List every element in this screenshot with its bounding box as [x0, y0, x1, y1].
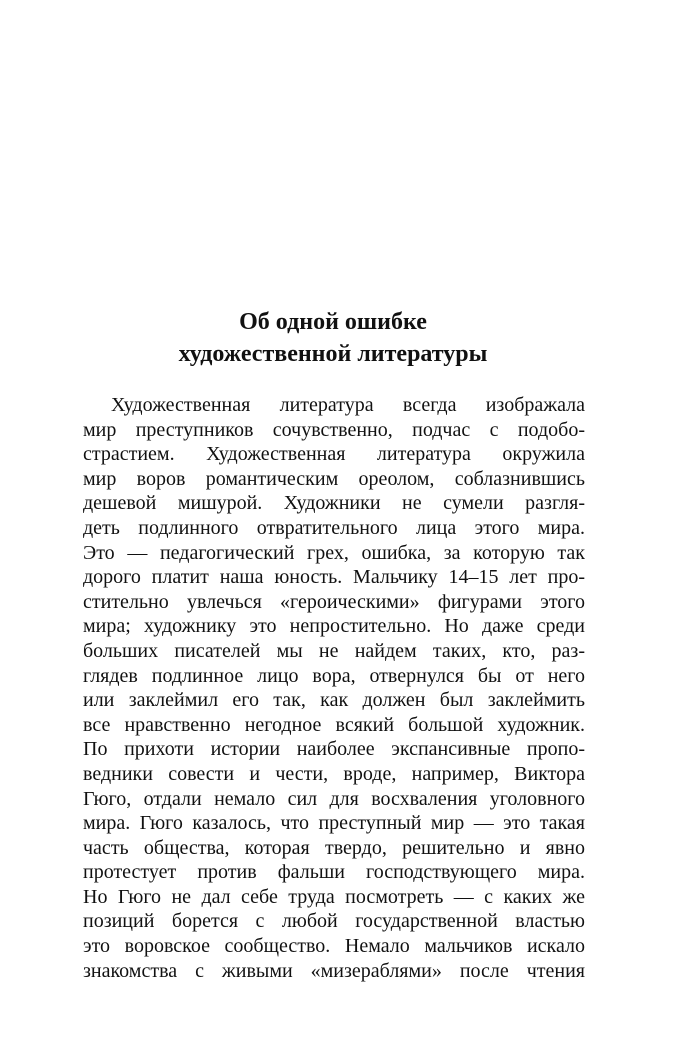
- chapter-title: [83, 306, 583, 370]
- text-line: Это — педагогический грех, ошибка, за которую так: [83, 541, 585, 564]
- text-line: Художественная литература всегда изображала: [111, 394, 585, 416]
- text-line: ведники совести и чести, вроде, например, Виктора: [83, 762, 585, 785]
- text-line: мир преступников сочувственно, подчас с подобо-: [83, 418, 585, 441]
- text-line: стрaстием. Художественная литература окружила: [83, 443, 585, 466]
- text-line: деть подлинного отвратительного лица этого мира.: [83, 516, 585, 539]
- text-line: Но Гюго не дал себе труда посмотреть — с каких же: [83, 885, 585, 908]
- text-line: глядев подлинное лицо вора, отвернулся бы от него: [83, 664, 585, 687]
- chapter-title-line-1: Об одной ошибке: [239, 309, 427, 335]
- text-line: По прихоти истории наиболее экспансивные пропо-: [83, 738, 585, 761]
- text-line: знакомства с живыми «мизераблями» после чтения: [83, 959, 585, 982]
- text-line: протестует против фальши господствующего мира.: [83, 861, 585, 884]
- text-line: мир воров романтическим ореолом, соблазнившись: [83, 467, 585, 490]
- text-line: все нравственно негодное всякий большой художник.: [83, 713, 585, 736]
- text-line: позиций борется с любой государственной властью: [83, 910, 585, 933]
- text-line: Гюго, отдали немало сил для восхваления уголовного: [83, 787, 585, 810]
- text-line: это воровское сообщество. Немало мальчиков искало: [83, 935, 585, 958]
- text-line: дешевой мишурой. Художники не сумели разгля-: [83, 492, 585, 515]
- text-line: мира. Гюго казалось, что преступный мир — это такая: [83, 812, 585, 835]
- text-line: мира; художнику это непростительно. Но даже среди: [83, 615, 585, 638]
- text-line: дорого платит наша юность. Мальчику 14–15 лет про-: [83, 566, 585, 589]
- body-text: [83, 393, 585, 983]
- chapter-title-line-2: художественной литературы: [178, 341, 488, 367]
- text-line: или заклеймил его так, как должен был заклеймить: [83, 689, 585, 712]
- text-line: часть общества, которая твердо, решительно и явно: [83, 836, 585, 859]
- text-line: стительно увлечься «героическими» фигурами этого: [83, 590, 585, 613]
- text-line: больших писателей мы не найдем таких, кто, раз-: [83, 639, 585, 662]
